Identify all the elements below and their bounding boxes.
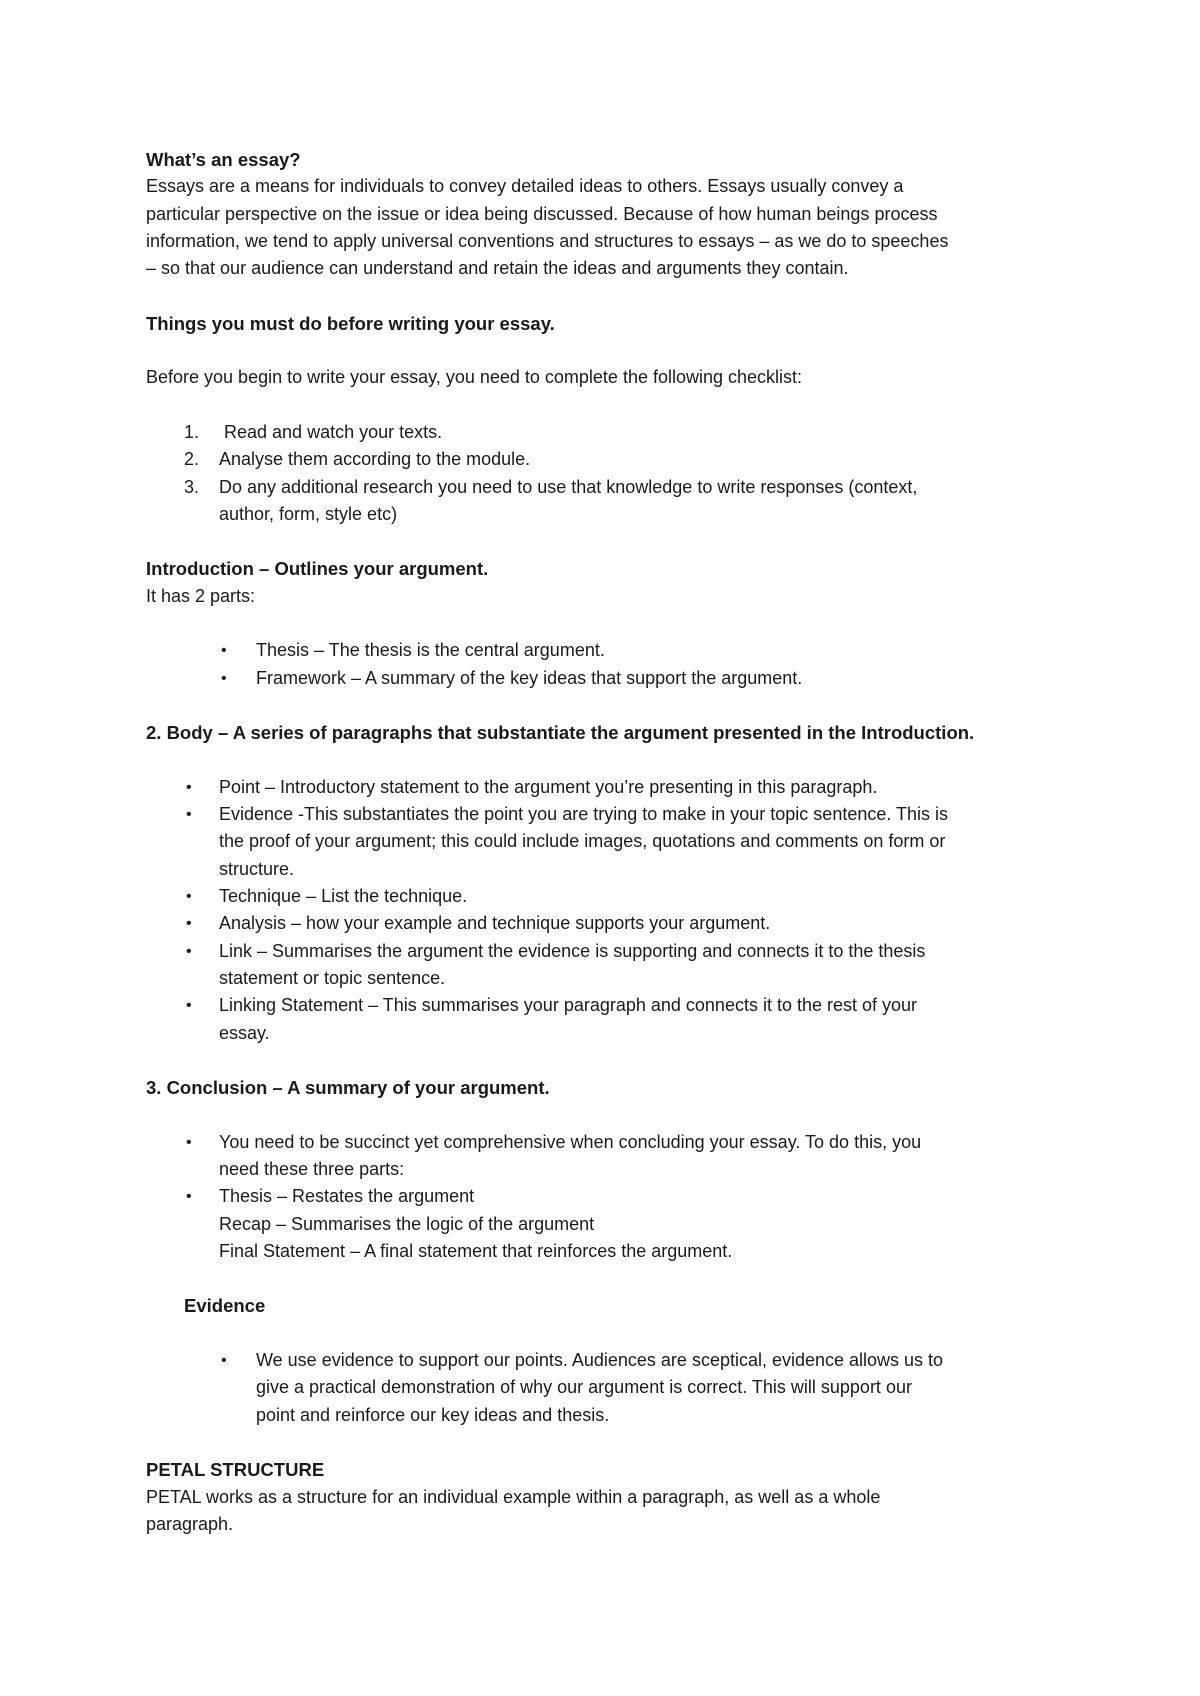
list-item: • Link – Summarises the argument the evidence is supporting and connects it to the thesis statement or topic sentence. <box>146 938 1076 993</box>
list-item: • Analysis – how your example and technique supports your argument. <box>146 910 1076 937</box>
paragraph-line: information, we tend to apply universal conventions and structures to essays – as we do to speeches <box>146 230 949 251</box>
section-before-writing <box>146 310 1076 528</box>
bullet-icon: • <box>221 1352 227 1370</box>
section-body <box>146 719 1076 1047</box>
introduction-list <box>146 637 1076 692</box>
introduction-intro: It has 2 parts: <box>146 585 256 606</box>
paragraph-line: paragraph. <box>146 1513 234 1534</box>
paragraph-line: Essays are a means for individuals to convey detailed ideas to others. Essays usually convey a <box>146 176 904 197</box>
section-conclusion <box>146 1074 1076 1265</box>
bullet-icon: • <box>186 806 192 824</box>
list-item: • You need to be succinct yet comprehensive when concluding your essay. To do this, you need these three parts: <box>146 1129 1076 1184</box>
list-item: 2. Analyse them according to the module. <box>146 446 1076 473</box>
list-item: • Evidence -This substantiates the point you are trying to make in your topic sentence. This is the proof of your argument; this could include images, quotations and comments on form or structure. <box>146 801 1076 883</box>
conclusion-list <box>146 1129 1076 1265</box>
document-content <box>146 146 1076 1538</box>
list-item: • Framework – A summary of the key ideas that support the argument. <box>146 665 1076 692</box>
heading-conclusion: 3. Conclusion – A summary of your argument. <box>146 1077 550 1099</box>
body-list <box>146 774 1076 1047</box>
heading-body: 2. Body – A series of paragraphs that substantiate the argument presented in the Introduction. <box>146 722 975 744</box>
bullet-icon: • <box>186 1133 192 1151</box>
bullet-icon: • <box>186 915 192 933</box>
section-evidence <box>146 1292 1076 1428</box>
heading-whats-an-essay: What’s an essay? <box>146 149 301 170</box>
bullet-icon: • <box>186 778 192 796</box>
list-item: 3. Do any additional research you need to use that knowledge to write responses (context, author, form, style etc) <box>146 474 1076 529</box>
paragraph-line: particular perspective on the issue or idea being discussed. Because of how human beings process <box>146 203 938 224</box>
section-petal <box>146 1456 1076 1538</box>
bullet-icon: • <box>186 997 192 1015</box>
list-number: 1. <box>184 421 200 442</box>
paragraph-line: PETAL works as a structure for an individual example within a paragraph, as well as a whole <box>146 1486 881 1507</box>
heading-petal: PETAL STRUCTURE <box>146 1459 325 1481</box>
checklist-intro: Before you begin to write your essay, you need to complete the following checklist: <box>146 367 803 388</box>
list-number: 2. <box>184 449 200 470</box>
evidence-list <box>146 1347 1076 1429</box>
bullet-icon: • <box>186 942 192 960</box>
list-item: • Thesis – Restates the argument Recap – Summarises the logic of the argument Final Statement – A final statement that reinforces the argument. <box>146 1183 1076 1265</box>
heading-evidence: Evidence <box>184 1295 266 1317</box>
section-whats-an-essay <box>146 146 1076 282</box>
bullet-icon: • <box>186 1188 192 1206</box>
bullet-icon: • <box>221 669 227 687</box>
list-item: • We use evidence to support our points. Audiences are sceptical, evidence allows us to give a practical demonstration of why our argument is correct. This will support our point and reinforce our key ideas and thesis. <box>146 1347 1076 1429</box>
list-item: • Point – Introductory statement to the argument you’re presenting in this paragraph. <box>146 774 1076 801</box>
bullet-icon: • <box>186 888 192 906</box>
section-introduction <box>146 555 1076 691</box>
list-item: • Technique – List the technique. <box>146 883 1076 910</box>
list-number: 3. <box>184 476 200 497</box>
list-item: 1. Read and watch your texts. <box>146 419 1076 446</box>
paragraph-line: – so that our audience can understand and retain the ideas and arguments they contain. <box>146 258 849 279</box>
heading-before-writing: Things you must do before writing your essay. <box>146 312 555 334</box>
list-item: • Linking Statement – This summarises your paragraph and connects it to the rest of your essay. <box>146 992 1076 1047</box>
checklist <box>146 419 1076 528</box>
list-item: • Thesis – The thesis is the central argument. <box>146 637 1076 664</box>
heading-introduction: Introduction – Outlines your argument. <box>146 558 489 580</box>
bullet-icon: • <box>221 642 227 660</box>
